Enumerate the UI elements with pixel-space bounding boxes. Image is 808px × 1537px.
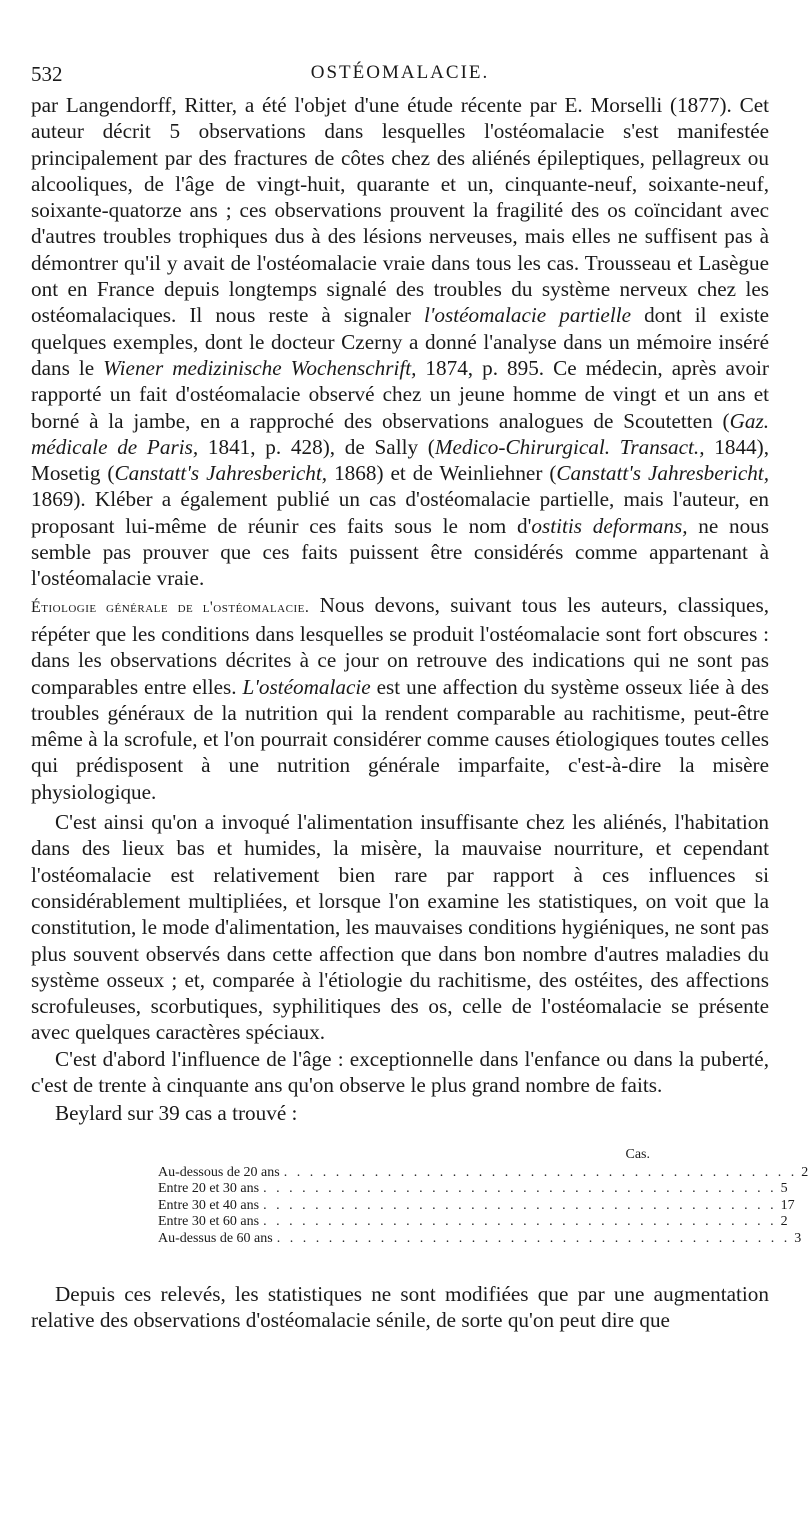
running-title: OSTÉOMALACIE. [310, 62, 490, 83]
paragraph-czerny [31, 92, 769, 592]
text-span: 1869). Kléber a également publié un cas d'ostéomalacie partielle, mais l'auteur, en proposant lui-même de réunir ces faits sous le nom d' [31, 487, 769, 538]
row-label: Au-dessous de 20 ans [158, 1164, 280, 1180]
journal-title: Wiener medizinische Wochenschrift, [103, 355, 417, 380]
row-value: 17 [780, 1197, 795, 1213]
italic-term: ostitis deformans, [531, 513, 688, 538]
page-number: 532 [31, 62, 63, 86]
paragraph-beylard: Beylard sur 39 cas a trouvé : [55, 1101, 298, 1126]
journal-title: Medico-Chirurgical. Transact., [434, 434, 705, 459]
text-span: 1868) et de Weinliehner ( [327, 461, 557, 486]
section-heading: Étiologie générale de l'ostéomalacie. [31, 598, 310, 616]
italic-term: L'ostéomalacie [242, 674, 371, 699]
row-label: Entre 30 et 40 ans [158, 1197, 260, 1213]
age-table [158, 1145, 808, 1248]
leader-dots: . . . . . . . . . . . . . . . . . . . . . . . . . . . . . . . . . . . . . . . . [263, 1197, 777, 1213]
text-span: 1874, p. 895. Ce médecin, après avoir rapporté un fait d'ostéomalacie observé chez un jeune homme de vingt et un ans et borné à la jambe, en a rapproché des observations analogues de Scoutetten ( [31, 355, 769, 433]
row-label: Entre 30 et 60 ans [158, 1214, 260, 1230]
page [31, 62, 808, 1334]
paragraph-etiologie [31, 592, 769, 805]
table-row [158, 1214, 788, 1231]
row-value: 5 [780, 1181, 788, 1197]
text-span: dont il existe quelques exemples, dont le docteur Czerny a donné l'analyse dans un mémoire inséré dans le [31, 303, 770, 380]
row-label: Entre 20 et 30 ans [158, 1181, 260, 1197]
leader-dots: . . . . . . . . . . . . . . . . . . . . . . . . . . . . . . . . . . . . . . . . [283, 1164, 798, 1180]
row-value: 2 [801, 1164, 808, 1180]
paragraph-releves: Depuis ces relevés, les statistiques ne sont modifiées que par une augmentation relative des observations d'ostéomalacie sénile, de sorte qu'on peut dire que [31, 1282, 769, 1333]
journal-title: Canstatt's Jahresbericht, [556, 461, 769, 486]
table-column-header: Cas. [625, 1146, 650, 1162]
leader-dots: . . . . . . . . . . . . . . . . . . . . . . . . . . . . . . . . . . . . . . . . [276, 1230, 791, 1246]
leader-dots: . . . . . . . . . . . . . . . . . . . . . . . . . . . . . . . . . . . . . . . . [263, 1214, 777, 1230]
journal-title: Canstatt's Jahresbericht, [114, 461, 328, 486]
paragraph-alimentation: C'est ainsi qu'on a invoqué l'alimentation insuffisante chez les aliénés, l'habitation dans des lieux bas et humides, la misère, la mauvaise nourriture, et cependant l'ostéomalacie est relativement bien rare par rapport à ces influences si considérablement multipliées, et lorsque l'on examine les statistiques, on voit que la constitution, le mode d'alimentation, les mauvaises conditions hygiéniques, ne sont pas plus souvent observés dans cette affection que dans bon nombre d'autres maladies du système osseux ; et, comparée à l'étiologie du rachitisme, des ostéites, des affections scrofuleuses, scorbutiques, syphilitiques des os, celle de l'ostéomalacie se présente avec quelques caractères spéciaux. [31, 810, 769, 1045]
leader-dots: . . . . . . . . . . . . . . . . . . . . . . . . . . . . . . . . . . . . . . . . [263, 1181, 777, 1197]
paragraph-age: C'est d'abord l'influence de l'âge : exceptionnelle dans l'enfance ou dans la puberté, c'est de trente à cinquante ans qu'on observe le plus grand nombre de faits. [31, 1046, 769, 1097]
text-span: 1844), Mosetig ( [31, 434, 769, 486]
text-span: Nous devons, suivant tous les auteurs, classiques, répéter que les conditions dans lesquelles se produit l'ostéomalacie sont fort obscures : dans les observations décrites à ce jour on retrouve des indications qui ne sont pas comparables entre elles. [31, 592, 769, 699]
row-label: Au-dessus de 60 ans [158, 1230, 273, 1246]
text-span: ne nous semble pas prouver que ces faits puissent être considérés comme appartenant à l'ostéomalacie vraie. [31, 513, 769, 591]
text-span: par Langendorff, Ritter, a été l'objet d'une étude récente par E. Morselli (1877). Cet auteur décrit 5 observations dans lesquelles l'ostéomalacie s'est manifestée principalement par des fractures de côtes chez des aliénés épileptiques, pellagreux ou alcooliques, de l'âge de vingt-huit, quarante et un, cinquante-neuf, soixante-neuf, soixante-quatorze ans ; ces observations prouvent la fragilité des os coïncidant avec d'autres troubles trophiques dus à des lésions nerveuses, mais elles ne suffisent pas à démontrer qu'il y avait de l'ostéomalacie vraie dans tous les cas. Trousseau et Lasègue ont en France depuis longtemps signalé des troubles du système nerveux chez les ostéomalaciques. Il nous reste à signaler [31, 93, 769, 328]
row-value: 3 [794, 1230, 802, 1246]
page-header [31, 62, 769, 92]
text-span: 1841, p. 428), de Sally ( [198, 434, 435, 459]
italic-term: l'ostéomalacie partielle [423, 303, 632, 328]
row-value: 2 [780, 1214, 788, 1230]
table-row [158, 1197, 795, 1215]
table-row [158, 1181, 788, 1198]
text-span: est une affection du système osseux liée à des troubles généraux de la nutrition qui la rendent comparable au rachitisme, peut-être même à la scrofule, et l'on pourrait considérer comme causes étiologiques toutes celles qui prédisposent à une nutrition générale imparfaite, c'est-à-dire la misère physiologique. [31, 674, 769, 804]
table-row [158, 1230, 802, 1248]
table-row [158, 1164, 808, 1182]
journal-title: Gaz. médicale de Paris, [31, 408, 769, 459]
